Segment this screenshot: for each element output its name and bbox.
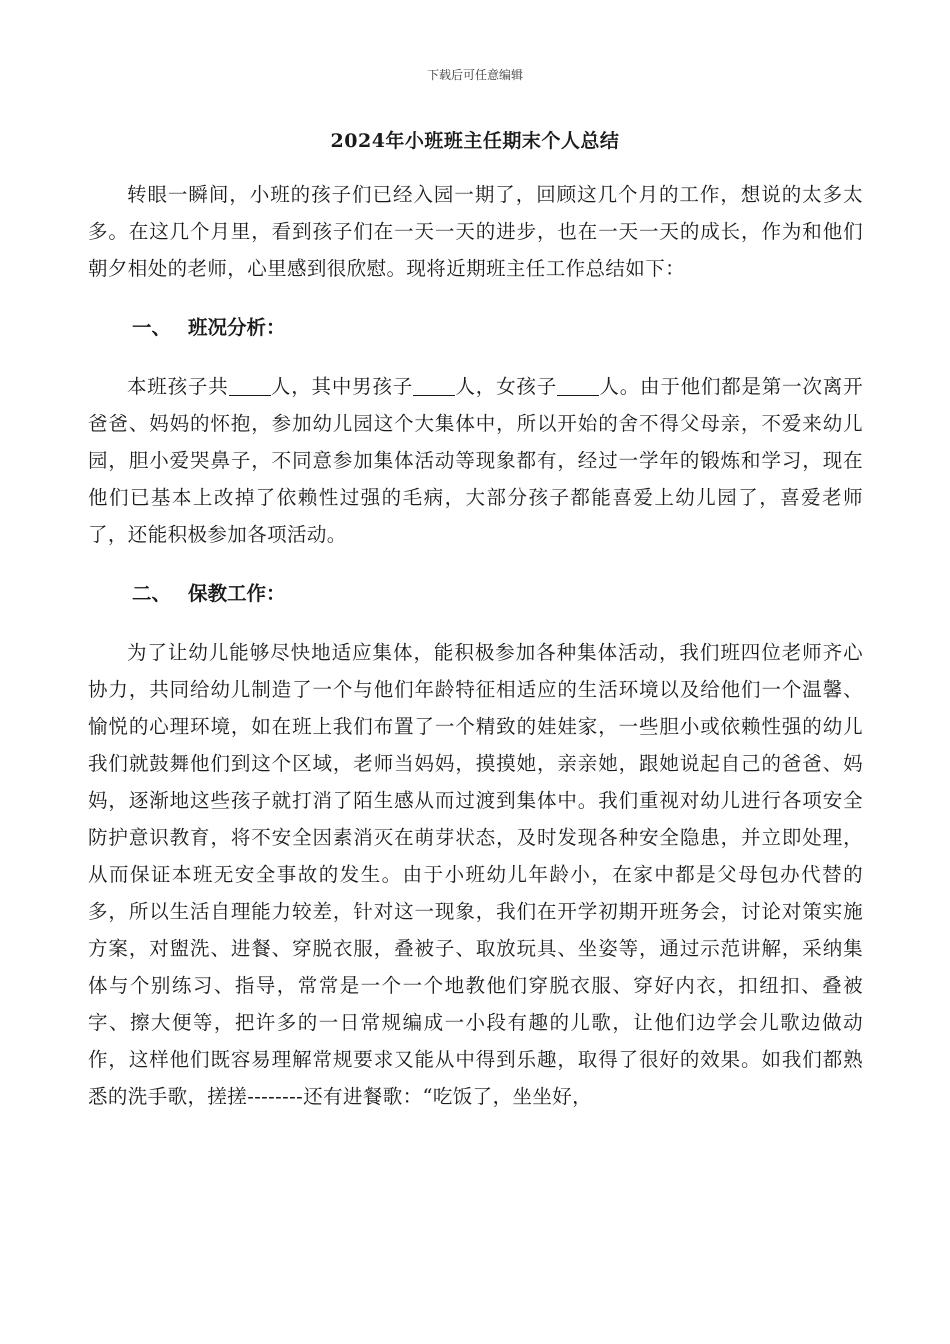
section-heading-1 [88, 309, 863, 346]
fill-in-blank [557, 373, 599, 396]
section-number-1: 一、 [132, 316, 172, 339]
text-run: 本班孩子共 [127, 375, 229, 398]
section-1-paragraph [88, 368, 863, 553]
text-run: 人。由于他们都是第一次离开爸爸、妈妈的怀抱，参加幼儿园这个大集体中，所以开始的舍不得父母亲，不爱来幼儿园，胆小爱哭鼻子，不同意参加集体活动等现象都有，经过一学年的锻炼和学习，现在他们已基本上改掉了依赖性过强的毛病，大部分孩子都能喜爱上幼儿园了，喜爱老师了，还能积极参加各项活动。 [88, 375, 863, 546]
section-heading-2 [88, 575, 863, 612]
document-title: 2024年小班班主任期末个人总结 [330, 130, 620, 152]
text-run: 人，其中男孩子 [270, 375, 414, 398]
document-body [88, 176, 863, 1115]
header-note: 下载后可任意编辑 [426, 68, 523, 82]
text-run: 人，女孩子 [455, 375, 558, 398]
section-2-paragraph: 为了让幼儿能够尽快地适应集体，能积极参加各种集体活动，我们班四位老师齐心协力，共同给幼儿制造了一个与他们年龄特征相适应的生活环境以及给他们一个温馨、愉悦的心理环境，如在班上我们布置了一个精致的娃娃家，一些胆小或依赖性强的幼儿我们就鼓舞他们到这个区域，老师当妈妈，摸摸她，亲亲她，跟她说起自己的爸爸、妈妈，逐渐地这些孩子就打消了陌生感从而过渡到集体中。我们重视对幼儿进行各项安全防护意识教育，将不安全因素消灭在萌芽状态，及时发现各种安全隐患，并立即处理，从而保证本班无安全事故的发生。由于小班幼儿年龄小，在家中都是父母包办代替的多，所以生活自理能力较差，针对这一现象，我们在开学初期开班务会，讨论对策实施方案，对盥洗、进餐、穿脱衣服，叠被子、取放玩具、坐姿等，通过示范讲解，采纳集体与个别练习、指导，常常是一个一个地教他们穿脱衣服、穿好内衣，扣纽扣、叠被字、擦大便等，把许多的一日常规编成一小段有趣的儿歌，让他们边学会儿歌边做动作，这样他们既容易理解常规要求又能从中得到乐趣，取得了很好的效果。如我们都熟悉的洗手歌，搓搓--------还有进餐歌：“吃饭了，坐坐好， [88, 641, 863, 1108]
section-number-2: 二、 [132, 582, 172, 605]
fill-in-blank [413, 373, 455, 396]
section-title-1: 班况分析： [188, 316, 286, 339]
fill-in-blank [229, 373, 271, 396]
section-title-2: 保教工作： [188, 582, 286, 605]
intro-paragraph: 转眼一瞬间，小班的孩子们已经入园一期了，回顾这几个月的工作，想说的太多太多。在这几个月里，看到孩子们在一天一天的进步，也在一天一天的成长，作为和他们朝夕相处的老师，心里感到很欣慰。现将近期班主任工作总结如下： [88, 183, 863, 280]
